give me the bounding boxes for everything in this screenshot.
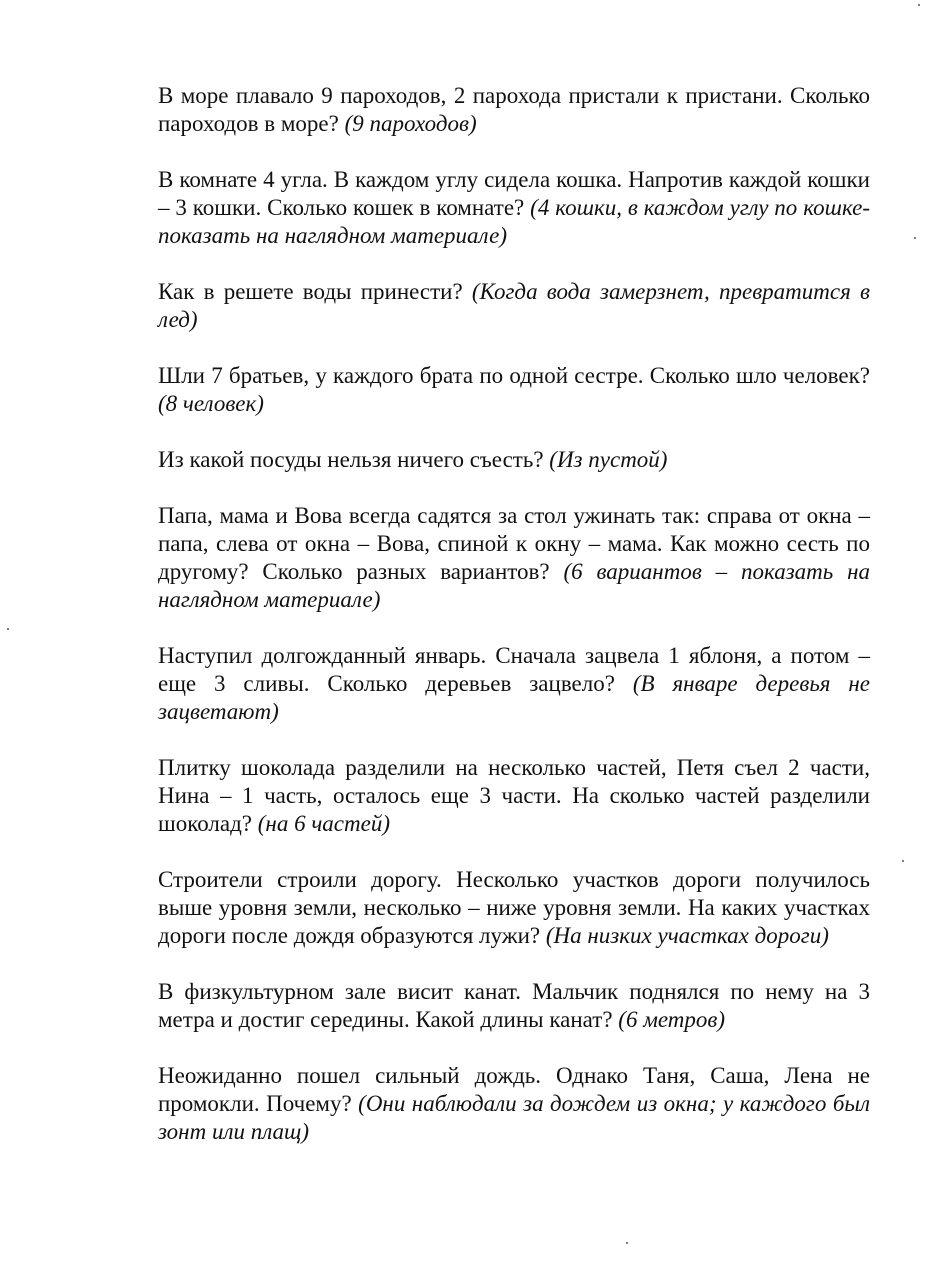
riddle-answer: (Они наблюдали за дождем из окна; у каждого был зонт или плащ) <box>158 1091 870 1144</box>
riddle-6 <box>158 502 870 614</box>
scan-speck <box>7 628 9 630</box>
riddle-3 <box>158 278 870 334</box>
riddle-8 <box>158 754 870 838</box>
riddle-question: В физкультурном зале висит канат. Мальчик поднялся по нему на 3 метра и достиг середины. Какой длины канат? <box>158 979 870 1032</box>
riddle-question: Из какой посуды нельзя ничего съесть? <box>158 447 544 472</box>
riddle-question: Папа, мама и Вова всегда садятся за стол ужинать так: справа от окна – папа, слева от окна – Вова, спиной к окну – мама. Как можно сесть по другому? Сколько разных вариантов? <box>158 503 870 584</box>
riddle-question: В комнате 4 угла. В каждом углу сидела кошка. Напротив каждой кошки – 3 кошки. Сколько кошек в комнате? <box>158 167 870 220</box>
riddle-answer: (Из пустой) <box>549 447 668 472</box>
scan-speck <box>902 860 904 862</box>
riddle-1 <box>158 82 870 138</box>
riddle-question: Как в решете воды принести? <box>158 279 463 304</box>
riddle-answer: (8 человек) <box>158 391 264 416</box>
riddle-10 <box>158 978 870 1034</box>
riddle-answer: (9 пароходов) <box>344 111 477 136</box>
riddle-9 <box>158 866 870 950</box>
riddle-answer: (На низких участках дороги) <box>545 923 829 948</box>
riddle-question: Шли 7 братьев, у каждого брата по одной сестре. Сколько шло человек? <box>158 363 870 388</box>
riddle-5 <box>158 446 870 474</box>
riddle-answer: (6 метров) <box>618 1007 726 1032</box>
riddle-11 <box>158 1062 870 1146</box>
riddle-4 <box>158 362 870 418</box>
riddle-answer: (6 вариантов – показать на наглядном материале) <box>158 559 870 612</box>
riddle-question: Неожиданно пошел сильный дождь. Однако Таня, Саша, Лена не промокли. Почему? <box>158 1063 870 1116</box>
riddle-question: В море плавало 9 пароходов, 2 парохода пристали к пристани. Сколько пароходов в море? <box>158 83 870 136</box>
scan-speck <box>626 1242 628 1244</box>
riddle-question: Плитку шоколада разделили на несколько частей, Петя съел 2 части, Нина – 1 часть, осталось еще 3 части. На сколько частей разделили шоколад? <box>158 755 870 836</box>
riddle-answer: (Когда вода замерзнет, превратится в лед) <box>158 279 870 332</box>
scan-speck <box>914 237 916 239</box>
riddle-question: Строители строили дорогу. Несколько участков дороги получилось выше уровня земли, несколько – ниже уровня земли. На каких участках дороги после дождя образуются лужи? <box>158 867 870 948</box>
riddle-answer: (на 6 частей) <box>257 811 390 836</box>
riddle-list <box>158 82 870 1146</box>
riddle-answer: (В январе деревья не зацветают) <box>158 671 870 724</box>
riddle-7 <box>158 642 870 726</box>
scan-speck <box>918 4 920 6</box>
riddle-answer: (4 кошки, в каждом углу по кошке- показать на наглядном материале) <box>158 195 870 248</box>
riddle-question: Наступил долгожданный январь. Сначала зацвела 1 яблоня, а потом – еще 3 сливы. Сколько деревьев зацвело? <box>158 643 870 696</box>
riddle-2 <box>158 166 870 250</box>
